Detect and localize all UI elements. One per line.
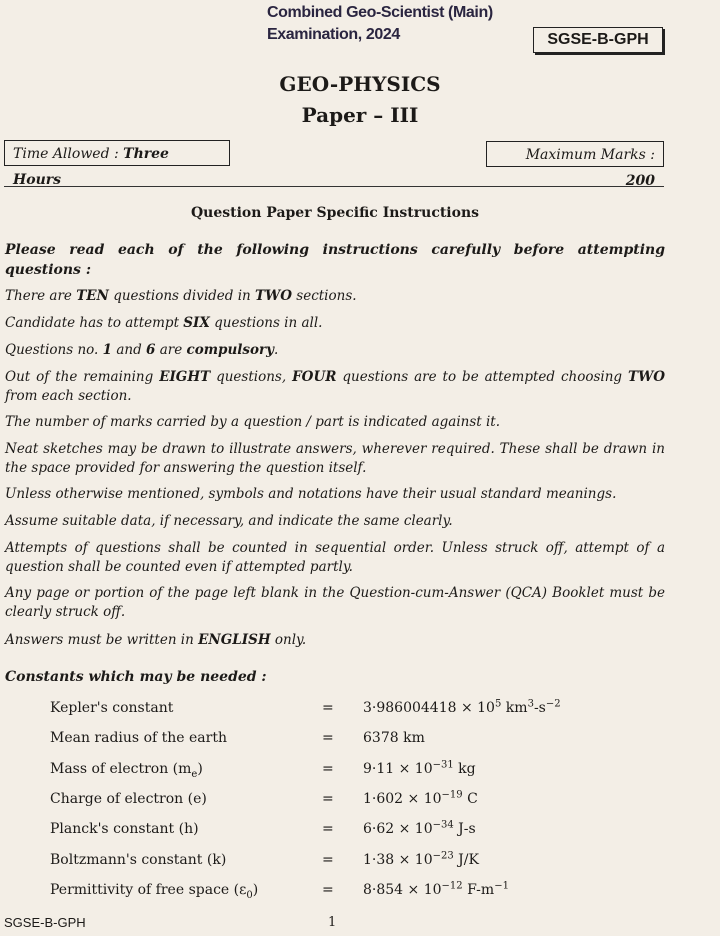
constant-name: Kepler's constant (50, 700, 174, 716)
constant-value: $1\cdot 38 \times 10^{-23}$ J/K (363, 850, 479, 868)
equals-sign: = (322, 791, 334, 807)
equals-sign: = (322, 730, 334, 746)
instruction-text: The number of marks carried by a question / part is indicated against it. (5, 414, 501, 430)
instruction-item (5, 440, 665, 478)
constant-value: $3\cdot 986004418 \times 10^5$ $km^3-s^{-2}$ (363, 698, 561, 716)
instruction-text: questions, (210, 369, 293, 385)
instruction-item (5, 539, 665, 577)
constant-row (0, 761, 700, 789)
constant-value: $9\cdot 11 \times 10^{-31}$ kg (363, 759, 476, 777)
equals-sign: = (322, 821, 334, 837)
constant-value: $6\cdot 62 \times 10^{-34}$ J-s (363, 819, 476, 837)
equals-sign: = (322, 700, 334, 716)
instruction-item (5, 584, 665, 622)
subject-title: GEO-PHYSICS (279, 72, 441, 96)
instruction-text: questions are to be attempted choosing (336, 369, 629, 385)
instructions-lead: Please read each of the following instructions carefully before attempting questions : (5, 242, 665, 278)
instruction-text: and (112, 342, 147, 358)
divider (4, 186, 664, 187)
footer-paper-code: SGSE-B-GPH (4, 915, 86, 930)
instruction-text: Neat sketches may be drawn to illustrate answers, wherever required. These shall be drawn in the space provided for answering the question itself. (5, 441, 665, 476)
page-number: 1 (328, 915, 337, 930)
constant-row (0, 700, 700, 728)
time-value: Three Hours (13, 146, 169, 188)
instruction-emphasis: TWO (628, 369, 665, 385)
instruction-text: Answers must be written in (5, 632, 199, 648)
max-marks-box (486, 141, 664, 189)
constants-heading: Constants which may be needed : (5, 669, 267, 685)
instruction-text: Attempts of questions shall be counted in sequential order. Unless struck off, attempt of a question shall be counted even if attempted partly. (5, 540, 665, 575)
instruction-text: from each section. (5, 388, 132, 404)
instruction-item (5, 314, 665, 333)
constant-name: Boltzmann's constant (k) (50, 852, 227, 868)
instruction-emphasis: 6 (146, 342, 156, 358)
instruction-emphasis: compulsory (186, 342, 274, 358)
instruction-item (5, 485, 665, 504)
constant-row (0, 852, 700, 880)
exam-name-line1: Combined Geo-Scientist (Main) (267, 4, 493, 21)
instructions-heading: Question Paper Specific Instructions (190, 205, 480, 221)
instruction-text: Unless otherwise mentioned, symbols and notations have their usual standard meanings. (5, 486, 617, 502)
instruction-text: There are (5, 288, 77, 304)
instruction-text: only. (270, 632, 307, 648)
instruction-emphasis: TWO (255, 288, 292, 304)
constant-row (0, 882, 700, 910)
instruction-emphasis: TEN (76, 288, 109, 304)
instruction-text: Candidate has to attempt (5, 315, 184, 331)
constant-row (0, 730, 700, 758)
constant-row (0, 821, 700, 849)
constant-name: Charge of electron (e) (50, 791, 207, 807)
constant-name: Planck's constant (h) (50, 821, 199, 837)
marks-value: 200 (625, 173, 655, 189)
constant-row (0, 791, 700, 819)
instruction-text: . (273, 342, 279, 358)
marks-label: Maximum Marks : (525, 147, 655, 163)
instruction-item (5, 287, 665, 306)
instruction-text: are (155, 342, 187, 358)
constant-value: $1\cdot 602 \times 10^{-19}$ C (363, 789, 478, 807)
instruction-item (5, 413, 665, 432)
constant-name: Permittivity of free space $(\varepsilon_0)$ (50, 882, 259, 901)
instruction-text: sections. (291, 288, 357, 304)
instruction-item (5, 512, 665, 531)
equals-sign: = (322, 852, 334, 868)
instruction-emphasis: 1 (102, 342, 113, 358)
constant-value: $8\cdot 854 \times 10^{-12}$ $F-m^{-1}$ (363, 880, 509, 898)
exam-name-line2: Examination, 2024 (267, 26, 400, 43)
time-label: Time Allowed : (13, 146, 119, 162)
instruction-text: Out of the remaining (5, 369, 160, 385)
instruction-item (5, 341, 665, 360)
instruction-emphasis: FOUR (292, 369, 337, 385)
instruction-item (5, 631, 665, 650)
instruction-text: Questions no. (5, 342, 103, 358)
instruction-text: Assume suitable data, if necessary, and indicate the same clearly. (5, 513, 453, 529)
instruction-emphasis: EIGHT (159, 369, 211, 385)
paper-code-box: SGSE-B-GPH (533, 27, 663, 53)
instruction-text: questions in all. (209, 315, 323, 331)
equals-sign: = (322, 882, 334, 898)
paper-title: Paper – III (301, 103, 419, 127)
equals-sign: = (322, 761, 334, 777)
instruction-emphasis: ENGLISH (198, 632, 271, 648)
time-allowed-box (4, 140, 230, 188)
constant-value: 6378 km (363, 730, 425, 746)
instruction-text: questions divided in (108, 288, 256, 304)
constant-name: Mass of electron $(m_e)$ (50, 761, 203, 780)
instruction-item (5, 368, 665, 406)
constant-name: Mean radius of the earth (50, 730, 227, 746)
instruction-emphasis: SIX (183, 315, 210, 331)
instruction-text: Any page or portion of the page left blank in the Question-cum-Answer (QCA) Booklet must be clearly struck off. (5, 585, 665, 620)
